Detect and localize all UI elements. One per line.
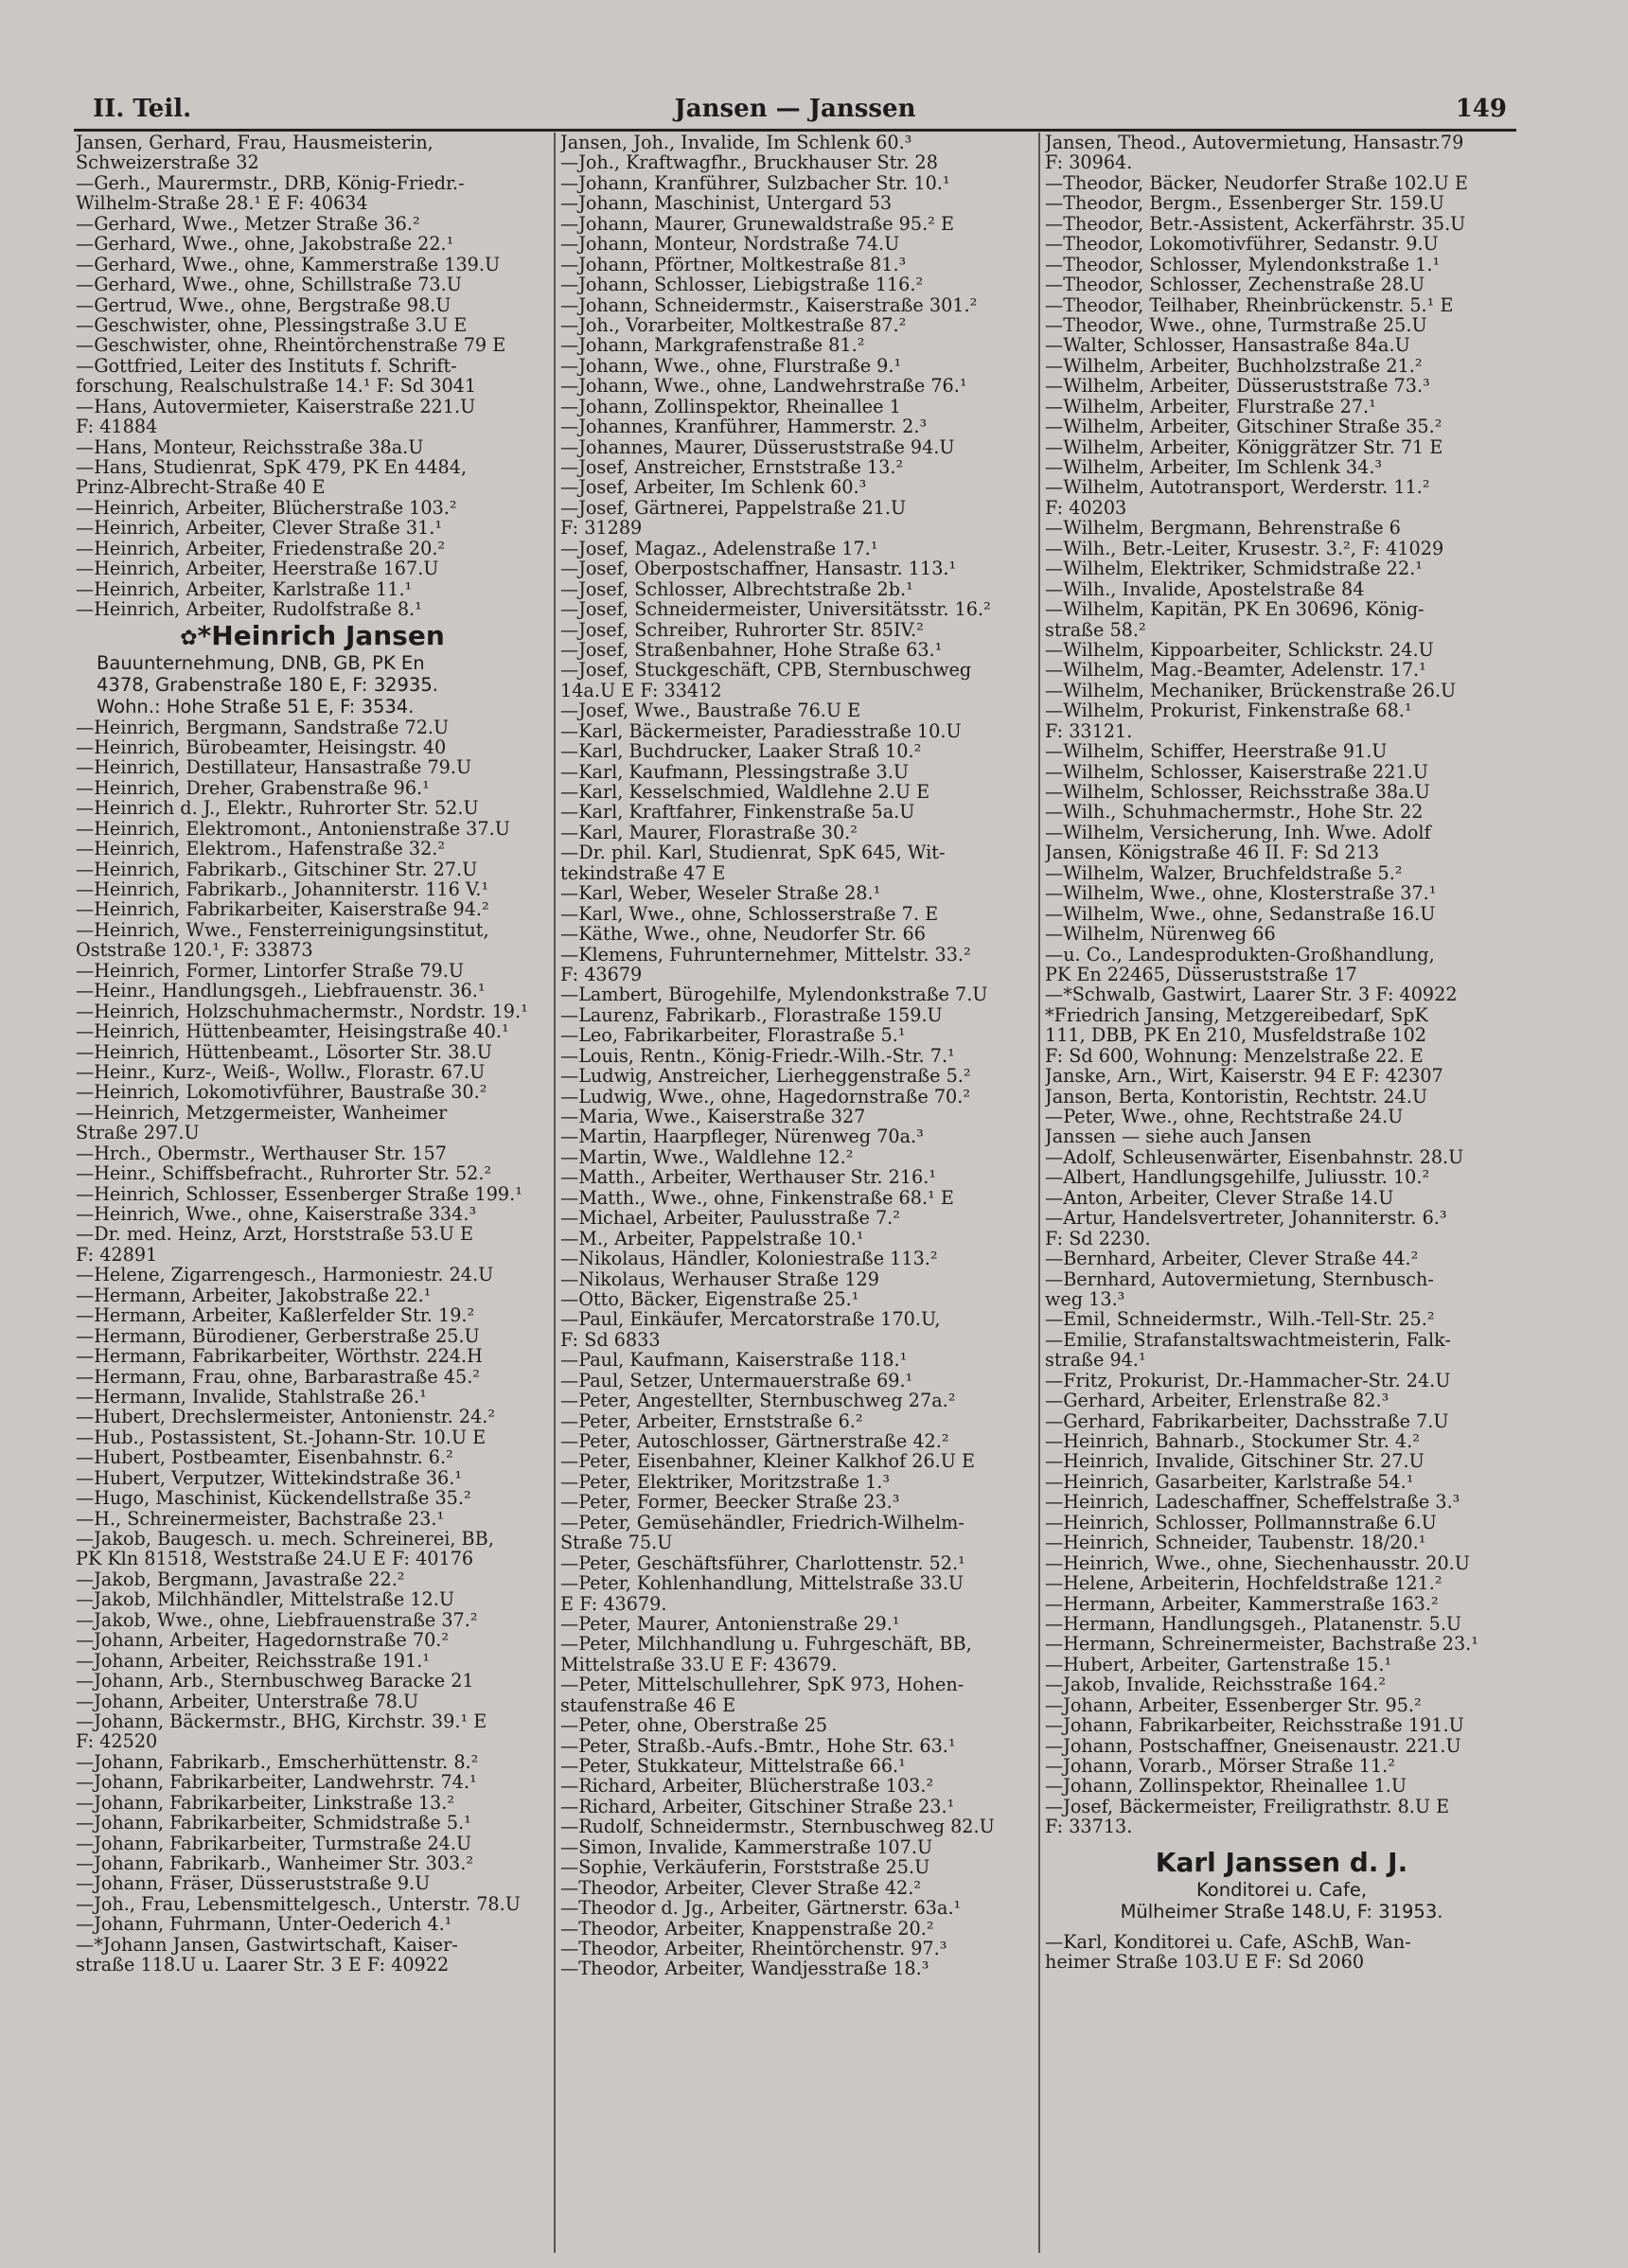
directory-entry: —Heinrich, Bahnarb., Stockumer Str. 4.² [1045,1431,1420,1452]
directory-entry: —Matth., Arbeiter, Werthauser Str. 216.¹ [560,1167,937,1188]
directory-entry: —*Schwalb, Gastwirt, Laarer Str. 3 F: 40922 [1045,984,1458,1005]
directory-entry: F: 40203 [1045,497,1127,519]
directory-entry: —Heinr., Handlungsgeh., Liebfrauenstr. 36.¹ [76,981,486,1001]
ad-title: Karl Janssen d. J. [1155,1846,1408,1878]
directory-entry: —Johann, Wwe., ohne, Landwehrstraße 76.¹ [560,376,967,397]
directory-entry: —Heinrich, Gasarbeiter, Karlstraße 54.¹ [1045,1471,1414,1493]
directory-entry: —Nikolaus, Werhauser Straße 129 [560,1268,879,1289]
directory-entry: —Geschwister, ohne, Rheintörchenstraße 79 E [76,335,506,356]
directory-entry: —Heinrich d. J., Elektr., Ruhrorter Str. 52.U [76,798,479,819]
directory-entry: —Heinr., Kurz-, Weiß-, Wollw., Florastr. 67.U [76,1061,486,1083]
directory-entry: —Peter, Elektriker, Moritzstraße 1.³ [560,1471,891,1493]
ad-title [76,620,549,652]
directory-entry: —Fritz, Prokurist, Dr.-Hammacher-Str. 24.U [1045,1370,1451,1391]
directory-entry: —Karl, Buchdrucker, Laaker Straß 10.² [560,741,922,762]
directory-entry: —Joh., Kraftwagfhr., Bruckhauser Str. 28 [560,152,938,173]
ad-line: Mülheimer Straße 148.U, F: 31953. [1120,1900,1443,1922]
directory-entry: —Ludwig, Wwe., ohne, Hagedornstraße 70.² [560,1086,971,1107]
directory-entry: —Josef, Anstreicher, Ernststraße 13.² [560,457,904,478]
directory-entry: —Johannes, Kranführer, Hammerstr. 2.³ [560,416,928,437]
directory-entry: —Gerhard, Wwe., ohne, Kammerstraße 139.U [76,254,501,275]
directory-entry: straße 94.¹ [1045,1350,1146,1371]
directory-entry: —Johann, Fabrikarb., Wanheimer Str. 303.² [76,1853,474,1874]
listing-block [76,133,549,620]
directory-entry: —Theodor, Betr.-Assistent, Ackerfährstr. 35.U [1045,213,1466,235]
advertisement-karl-janssen [1045,1847,1518,1922]
directory-entry: —Wilhelm, Wwe., ohne, Klosterstraße 37.¹ [1045,883,1437,904]
directory-entry: —Josef, Schlosser, Albrechtstraße 2b.¹ [560,578,913,600]
directory-entry: —Gottfried, Leiter des Instituts f. Schrift- [76,355,457,377]
directory-entry: —Karl, Maurer, Florastraße 30.² [560,822,858,843]
directory-entry: —Peter, Straßb.-Aufs.-Bmtr., Hohe Str. 63.¹ [560,1735,956,1756]
listing-block [1045,1932,1518,1973]
directory-entry: —Wilhelm, Mechaniker, Brückenstraße 26.U [1045,680,1457,701]
directory-entry: —Peter, Mittelschullehrer, SpK 973, Hohen- [560,1674,964,1695]
directory-entry: —Josef, Stuckgeschäft, CPB, Sternbuschweg [560,660,972,681]
directory-entry: —Johann, Vorarb., Mörser Straße 11.² [1045,1756,1395,1777]
column-2 [560,133,1034,2253]
advertisement-heinrich-jansen [76,620,549,718]
directory-entry: F: 42520 [76,1731,158,1752]
directory-entry: —Wilhelm, Arbeiter, Königgrätzer Str. 71 E [1045,436,1443,457]
directory-entry: F: Sd 2230. [1045,1228,1151,1249]
section-label: II. Teil. [93,95,192,123]
directory-entry: —Peter, Milchhandlung u. Fuhrgeschäft, BB, [560,1634,972,1655]
directory-entry: —Josef, Wwe., Baustraße 76.U E [560,700,861,721]
directory-entry: —Josef, Oberpostschaffner, Hansastr. 113.¹ [560,558,957,579]
directory-entry: —Karl, Wwe., ohne, Schlosserstraße 7. E [560,903,939,925]
directory-entry: —Johann, Bäckermstr., BHG, Kirchstr. 39.¹ E [76,1710,487,1732]
directory-entry: F: 33713. [1045,1816,1133,1837]
directory-entry: —Gerhard, Arbeiter, Erlenstraße 82.³ [1045,1391,1389,1411]
directory-entry: —Johann, Markgrafenstraße 81.² [560,335,865,356]
directory-entry: —Johann, Maschinist, Untergard 53 [560,193,893,214]
directory-entry: 111, DBB, PK En 210, Musfeldstraße 102 [1045,1025,1427,1046]
directory-entry: —Hugo, Maschinist, Kückendellstraße 35.² [76,1488,471,1509]
directory-entry: —Richard, Arbeiter, Blücherstraße 103.² [560,1776,934,1797]
listing-block [76,718,549,1976]
directory-entry: —Heinrich, Fabrikarb., Gitschiner Str. 27.U [76,859,478,879]
directory-entry: F: 33121. [1045,720,1133,742]
directory-entry: PK En 22465, Düsseruststraße 17 [1045,964,1357,985]
directory-entry: —Johann, Arb., Sternbuschweg Baracke 21 [76,1671,474,1692]
directory-entry: —Joh., Frau, Lebensmittelgesch., Unterstr. 78.U [76,1893,521,1915]
directory-entry: —Hubert, Arbeiter, Gartenstraße 15.¹ [1045,1654,1392,1675]
directory-entry: —Johann, Fabrikarbeiter, Landwehrstr. 74.¹ [76,1772,477,1793]
directory-entry: —Heinrich, Lokomotivführer, Baustraße 30.² [76,1082,487,1103]
directory-entry: —*Johann Jansen, Gastwirtschaft, Kaiser- [76,1934,458,1956]
directory-entry: —Karl, Weber, Weseler Straße 28.¹ [560,883,881,904]
directory-entry: —Johann, Fabrikarbeiter, Schmidstraße 5.¹ [76,1813,471,1834]
directory-entry: —Johann, Fräser, Düsseruststraße 9.U [76,1873,431,1894]
directory-entry: —Karl, Konditorei u. Cafe, ASchB, Wan- [1045,1931,1411,1953]
directory-entry: —Hub., Postassistent, St.-Johann-Str. 10.U E [76,1426,487,1448]
directory-entry: —Matth., Wwe., ohne, Finkenstraße 68.¹ E [560,1187,954,1209]
directory-entry: *Friedrich Jansing, Metzgereibedarf, SpK [1045,1004,1428,1026]
directory-entry: —Lambert, Bürogehilfe, Mylendonkstraße 7.U [560,984,988,1005]
directory-entry: —Heinrich, Arbeiter, Heerstraße 167.U [76,558,439,579]
running-title: Jansen — Janssen [674,95,916,123]
directory-entry: —Heinrich, Fabrikarb., Johanniterstr. 116 V.¹ [76,879,489,900]
directory-entry: Jansen, Joh., Invalide, Im Schlenk 60.³ [560,133,912,153]
listing-block [1045,133,1518,1837]
directory-entry: —Paul, Kaufmann, Kaiserstraße 118.¹ [560,1350,908,1371]
directory-entry: —Bernhard, Arbeiter, Clever Straße 44.² [1045,1249,1419,1269]
directory-entry: —Peter, Angestellter, Sternbuschweg 27a.² [560,1391,956,1411]
directory-entry: —Otto, Bäcker, Eigenstraße 25.¹ [560,1288,859,1310]
directory-entry: —Peter, Autoschlosser, Gärtnerstraße 42.² [560,1431,949,1452]
directory-entry: —Heinrich, Schneider, Taubenstr. 18/20.¹ [1045,1533,1426,1553]
directory-entry: —Heinrich, Arbeiter, Rudolfstraße 8.¹ [76,599,422,620]
directory-entry: —Hermann, Schreinermeister, Bachstraße 23.¹ [1045,1634,1478,1655]
directory-entry: PK Kln 81518, Weststraße 24.U E F: 40176 [76,1549,474,1569]
directory-entry: Jansen, Gerhard, Frau, Hausmeisterin, [76,133,434,153]
directory-entry: —Jakob, Invalide, Reichsstraße 164.² [1045,1674,1387,1695]
directory-entry: F: 41884 [76,416,158,437]
directory-entry: —Wilhelm, Arbeiter, Flurstraße 27.¹ [1045,396,1376,417]
directory-entry: —Heinrich, Schlosser, Essenberger Straße 199.¹ [76,1183,522,1204]
ad-line: Wohn.: Hohe Straße 51 E, F: 3534. [97,695,415,718]
directory-entry: —Johann, Zollinspektor, Rheinallee 1.U [1045,1776,1407,1797]
directory-entry: Janske, Arn., Wirt, Kaiserstr. 94 E F: 42307 [1045,1066,1443,1087]
directory-entry: —Simon, Invalide, Kammerstraße 107.U [560,1836,933,1858]
directory-entry: —Theodor, Arbeiter, Clever Straße 42.² [560,1877,922,1899]
directory-entry: —Heinrich, Holzschuhmachermstr., Nordstr. 19.¹ [76,1001,528,1022]
directory-entry: —Hermann, Handlungsgeh., Platanenstr. 5.U [1045,1613,1462,1635]
directory-entry: —Bernhard, Autovermietung, Sternbusch- [1045,1268,1434,1289]
directory-entry: —Johannes, Maurer, Düsseruststraße 94.U [560,436,955,457]
directory-entry: Mittelstraße 33.U E F: 43679. [560,1654,838,1675]
directory-entry: —Wilhelm, Autotransport, Werderstr. 11.² [1045,477,1430,498]
directory-entry: E F: 43679. [560,1593,667,1614]
directory-entry: —Hans, Autovermieter, Kaiserstraße 221.U [76,396,476,417]
directory-entry: —Wilhelm, Arbeiter, Gitschiner Straße 35.² [1045,416,1442,437]
directory-entry: F: 31289 [560,518,643,539]
directory-entry: —Hans, Monteur, Reichsstraße 38a.U [76,436,424,457]
directory-entry: —Heinrich, Wwe., ohne, Siechenhausstr. 20.U [1045,1552,1470,1574]
directory-entry: Prinz-Albrecht-Straße 40 E [76,477,326,498]
ad-line: Bauunternehmung, DNB, GB, PK En [97,651,425,674]
directory-entry: Jansen, Königstraße 46 II. F: Sd 213 [1045,842,1380,863]
directory-entry: 14a.U E F: 33412 [560,680,722,701]
directory-entry: —Johann, Wwe., ohne, Flurstraße 9.¹ [560,355,902,377]
directory-entry: —Wilh., Betr.-Leiter, Krusestr. 3.², F: 41029 [1045,538,1444,559]
directory-entry: —Hrch., Obermstr., Werthauser Str. 157 [76,1143,447,1164]
directory-entry: —Wilhelm, Mag.-Beamter, Adelenstr. 17.¹ [1045,660,1426,681]
directory-entry: Straße 297.U [76,1123,200,1143]
directory-entry: F: 30964. [1045,152,1133,173]
directory-entry: —Heinrich, Ladeschaffner, Scheffelstraße 3.³ [1045,1492,1460,1513]
directory-entry: —Johann, Monteur, Nordstraße 74.U [560,234,900,255]
directory-entry: —Johann, Fabrikarbeiter, Reichsstraße 191.U [1045,1715,1464,1736]
directory-entry: —Joh., Vorarbeiter, Moltkestraße 87.² [560,314,907,336]
directory-entry: —Martin, Wwe., Waldlehne 12.² [560,1146,854,1168]
page-header [74,87,1516,132]
directory-entry: —Klemens, Fuhrunternehmer, Mittelstr. 33.² [560,944,971,965]
directory-entry: —Wilh., Invalide, Apostelstraße 84 [1045,578,1365,600]
directory-entry: —Wilhelm, Arbeiter, Buchholzstraße 21.² [1045,355,1423,377]
directory-entry: —Hermann, Arbeiter, Kammerstraße 163.² [1045,1593,1439,1614]
directory-entry: —Emilie, Strafanstaltswachtmeisterin, Falk- [1045,1329,1451,1351]
directory-entry: —Heinrich, Arbeiter, Blücherstraße 103.² [76,497,457,519]
listing-block [560,133,1034,1979]
directory-entry: —Hubert, Verputzer, Wittekindstraße 36.¹ [76,1467,463,1489]
directory-entry: —Hans, Studienrat, SpK 479, PK En 4484, [76,457,468,478]
directory-entry: weg 13.³ [1045,1288,1125,1310]
directory-entry: —Hermann, Bürodiener, Gerberstraße 25.U [76,1325,480,1347]
directory-entry: Jansen, Theod., Autovermietung, Hansastr.79 [1045,133,1464,153]
directory-entry: —Johann, Arbeiter, Hagedornstraße 70.² [76,1630,450,1651]
directory-entry: —Theodor, Arbeiter, Wandjesstraße 18.³ [560,1958,929,1979]
directory-entry: —Heinrich, Elektrom., Hafenstraße 32.² [76,839,446,859]
directory-entry: —Geschwister, ohne, Plessingstraße 3.U E [76,314,468,336]
directory-entry: —Heinrich, Fabrikarbeiter, Kaiserstraße 94.² [76,899,489,920]
directory-entry: —Johann, Schlosser, Liebigstraße 116.² [560,275,924,295]
directory-entry: —Wilhelm, Arbeiter, Im Schlenk 34.³ [1045,457,1383,478]
flower-ornament-icon: ✿ [180,626,198,650]
directory-entry: —Peter, ohne, Oberstraße 25 [560,1715,828,1736]
directory-entry: —Martin, Haarpfleger, Nürenweg 70a.³ [560,1126,924,1147]
directory-entry: —Heinrich, Arbeiter, Clever Straße 31.¹ [76,518,443,539]
directory-entry: —Gerhard, Wwe., ohne, Jakobstraße 22.¹ [76,234,454,255]
directory-entry: —Jakob, Milchhändler, Mittelstraße 12.U [76,1589,455,1610]
ad-line: 4378, Grabenstraße 180 E, F: 32935. [97,673,438,696]
directory-entry: —Johann, Fuhrmann, Unter-Oederich 4.¹ [76,1914,452,1935]
directory-entry: —Emil, Schneidermstr., Wilh.-Tell-Str. 25.² [1045,1309,1435,1330]
directory-entry: —Jakob, Baugesch. u. mech. Schreinerei, BB, [76,1529,494,1550]
directory-entry: —Johann, Schneidermstr., Kaiserstraße 301.² [560,294,978,315]
directory-entry: —Peter, Maurer, Antonienstraße 29.¹ [560,1613,900,1635]
column-divider [1038,133,1040,2253]
directory-entry: —Albert, Handlungsgehilfe, Juliusstr. 10.² [1045,1167,1430,1188]
directory-entry: —Rudolf, Schneidermstr., Sternbuschweg 82.U [560,1816,995,1837]
directory-entry: —Theodor, Arbeiter, Knappenstraße 20.² [560,1918,934,1939]
directory-entry: —M., Arbeiter, Pappelstraße 10.¹ [560,1228,864,1249]
directory-entry: —Johann, Fabrikarbeiter, Linkstraße 13.² [76,1792,455,1814]
directory-entry: —Dr. phil. Karl, Studienrat, SpK 645, Wit- [560,842,946,863]
directory-entry: —Wilhelm, Walzer, Bruchfeldstraße 5.² [1045,862,1403,884]
directory-entry: —Heinrich, Arbeiter, Friedenstraße 20.² [76,538,446,559]
directory-entry: —Louis, Rentn., König-Friedr.-Wilh.-Str. 7.¹ [560,1045,955,1067]
directory-entry: —Peter, Arbeiter, Ernststraße 6.² [560,1410,863,1431]
directory-entry: —Paul, Einkäufer, Mercatorstraße 170.U, [560,1309,941,1330]
directory-entry: —Wilhelm, Wwe., ohne, Sedanstraße 16.U [1045,903,1436,925]
directory-entry: —Heinrich, Hüttenbeamter, Heisingstraße 40.¹ [76,1021,509,1042]
directory-entry: —Theodor, Bäcker, Neudorfer Straße 102.U E [1045,172,1468,194]
directory-entry: F: Sd 6833 [560,1329,661,1351]
directory-entry: Wilhelm-Straße 28.¹ E F: 40634 [76,193,368,214]
directory-entry: —Peter, Eisenbahner, Kleiner Kalkhof 26.U E [560,1451,976,1472]
directory-entry: —Ludwig, Anstreicher, Lierheggenstraße 5.² [560,1066,971,1087]
directory-entry: —Theodor, Schlosser, Zechenstraße 28.U [1045,275,1425,295]
directory-entry: —Jakob, Wwe., ohne, Liebfrauenstraße 37.² [76,1609,478,1631]
directory-entry: —Josef, Arbeiter, Im Schlenk 60.³ [560,477,867,498]
directory-entry: —Paul, Setzer, Untermauerstraße 69.¹ [560,1370,913,1391]
directory-entry: —Michael, Arbeiter, Paulusstraße 7.² [560,1208,900,1229]
directory-entry: —Josef, Schreiber, Ruhrorter Str. 85IV.² [560,619,924,640]
page-number: 149 [1455,95,1507,123]
directory-entry: —Wilhelm, Kapitän, PK En 30696, König- [1045,599,1424,620]
directory-entry: —Theodor d. Jg., Arbeiter, Gärtnerstr. 63a.¹ [560,1898,962,1919]
directory-entry: —Theodor, Arbeiter, Rheintörchenstr. 97.³ [560,1938,947,1959]
directory-entry: —Josef, Bäckermeister, Freiligrathstr. 8.U E [1045,1796,1450,1817]
directory-entry: —Heinrich, Metzgermeister, Wanheimer [76,1102,448,1124]
directory-entry: —Josef, Gärtnerei, Pappelstraße 21.U [560,497,907,519]
directory-entry: —Johann, Arbeiter, Essenberger Str. 95.² [1045,1694,1422,1716]
directory-entry: straße 118.U u. Laarer Str. 3 E F: 40922 [76,1955,450,1976]
directory-entry: straße 58.² [1045,619,1146,640]
directory-entry: —Gerhard, Wwe., Metzer Straße 36.² [76,213,420,235]
directory-entry: —Heinrich, Schlosser, Pollmannstraße 6.U [1045,1512,1437,1533]
directory-entry: —Gerhard, Wwe., ohne, Schillstraße 73.U [76,275,462,295]
directory-entry: —Johann, Postschaffner, Gneisenaustr. 221.U [1045,1735,1461,1756]
directory-entry: —Karl, Kaufmann, Plessingstraße 3.U [560,761,910,782]
directory-entry: —Artur, Handelsvertreter, Johanniterstr. 6.³ [1045,1208,1447,1229]
directory-entry: —Johann, Arbeiter, Reichsstraße 191.¹ [76,1650,431,1672]
directory-entry: —u. Co., Landesprodukten-Großhandlung, [1045,944,1435,965]
directory-entry: —Gertrud, Wwe., ohne, Bergstraße 98.U [76,294,451,315]
directory-entry: —Laurenz, Fabrikarb., Florastraße 159.U [560,1004,943,1026]
directory-entry: —Theodor, Bergm., Essenberger Str. 159.U [1045,193,1444,214]
directory-entry: —Wilh., Schuhmachermstr., Hohe Str. 22 [1045,802,1424,823]
directory-entry: Straße 75.U [560,1533,673,1553]
directory-entry: —Peter, Geschäftsführer, Charlottenstr. 52.¹ [560,1552,965,1574]
directory-entry: —Karl, Kesselschmied, Waldlehne 2.U E [560,782,930,803]
column-1 [76,133,549,2253]
directory-entry: —Theodor, Schlosser, Mylendonkstraße 1.¹ [1045,254,1441,275]
directory-entry: —Heinrich, Destillateur, Hansastraße 79.U [76,757,472,778]
directory-entry: —Heinr., Schiffsbefracht., Ruhrorter Str. 52.² [76,1163,492,1184]
directory-entry: —Gerh., Maurermstr., DRB, König-Friedr.- [76,172,465,194]
ad-title-text: *Heinrich Jansen [197,619,445,651]
directory-entry: —Heinrich, Arbeiter, Karlstraße 11.¹ [76,578,413,600]
directory-entry: —Wilhelm, Schlosser, Kaiserstraße 221.U [1045,761,1428,782]
directory-entry: —Johann, Arbeiter, Unterstraße 78.U [76,1691,419,1711]
directory-entry: Janssen — siehe auch Jansen [1045,1126,1312,1147]
directory-entry: —Gerhard, Fabrikarbeiter, Dachsstraße 7.U [1045,1410,1449,1431]
ad-line: Konditorei u. Cafe, [1195,1878,1368,1901]
directory-entry: tekindstraße 47 E [560,862,726,884]
directory-entry: —Jakob, Bergmann, Javastraße 22.² [76,1568,405,1590]
directory-entry: —Hermann, Arbeiter, Jakobstraße 22.¹ [76,1285,432,1306]
directory-entry: —Wilhelm, Bergmann, Behrenstraße 6 [1045,518,1401,539]
directory-entry: —Peter, Former, Beecker Straße 23.³ [560,1492,900,1513]
directory-entry: F: 43679 [560,964,643,985]
directory-entry: —Anton, Arbeiter, Clever Straße 14.U [1045,1187,1394,1209]
directory-entry: —Theodor, Teilhaber, Rheinbrückenstr. 5.¹ E [1045,294,1454,315]
directory-entry: F: Sd 600, Wohnung: Menzelstraße 22. E [1045,1045,1424,1067]
column-3 [1045,133,1518,2253]
directory-entry: —Wilhelm, Versicherung, Inh. Wwe. Adolf [1045,822,1431,843]
directory-entry: staufenstraße 46 E [560,1694,736,1716]
directory-entry: Schweizerstraße 32 [76,152,259,173]
directory-entry: —Johann, Fabrikarbeiter, Turmstraße 24.U [76,1833,472,1853]
directory-entry: —Wilhelm, Arbeiter, Düsseruststraße 73.³ [1045,376,1430,397]
directory-entry: —Richard, Arbeiter, Gitschiner Straße 23.¹ [560,1796,955,1817]
directory-entry: F: 42891 [76,1244,158,1266]
directory-entry: —Hubert, Drechslermeister, Antonienstr. 24.² [76,1407,496,1427]
directory-entry: —H., Schreinermeister, Bachstraße 23.¹ [76,1508,445,1529]
directory-entry: —Dr. med. Heinz, Arzt, Horststraße 53.U E [76,1224,474,1245]
directory-entry: —Wilhelm, Kippoarbeiter, Schlickstr. 24.U [1045,639,1434,661]
directory-entry: —Peter, Gemüsehändler, Friedrich-Wilhelm- [560,1512,964,1533]
directory-entry: —Josef, Schneidermeister, Universitätsstr. 16.² [560,599,991,620]
directory-entry: —Helene, Arbeiterin, Hochfeldstraße 121.² [1045,1573,1442,1594]
directory-entry: —Wilhelm, Prokurist, Finkenstraße 68.¹ [1045,700,1412,721]
directory-entry: —Maria, Wwe., Kaiserstraße 327 [560,1107,866,1127]
directory-entry: —Heinrich, Wwe., Fensterreinigungsinstitut, [76,919,489,941]
directory-entry: —Adolf, Schleusenwärter, Eisenbahnstr. 28.U [1045,1146,1464,1168]
directory-entry: —Johann, Zollinspektor, Rheinallee 1 [560,396,901,417]
directory-entry: —Johann, Fabrikarb., Emscherhüttenstr. 8.² [76,1751,479,1773]
directory-entry: —Peter, Wwe., ohne, Rechtstraße 24.U [1045,1107,1404,1127]
directory-entry: —Wilhelm, Schlosser, Reichsstraße 38a.U [1045,782,1430,803]
directory-entry: —Wilhelm, Schiffer, Heerstraße 91.U [1045,741,1388,762]
directory-entry: —Wilhelm, Elektriker, Schmidstraße 22.¹ [1045,558,1423,579]
directory-entry: —Hermann, Invalide, Stahlstraße 26.¹ [76,1386,427,1408]
directory-entry: —Johann, Kranführer, Sulzbacher Str. 10.¹ [560,172,950,194]
directory-entry: —Sophie, Verkäuferin, Forststraße 25.U [560,1857,930,1878]
column-divider [554,133,556,2253]
directory-entry: —Heinrich, Invalide, Gitschiner Str. 27.U [1045,1451,1424,1472]
directory-entry: —Theodor, Lokomotivführer, Sedanstr. 9.U [1045,234,1439,255]
directory-entry: —Hermann, Arbeiter, Kaßlerfelder Str. 19.² [76,1305,475,1326]
directory-entry: forschung, Realschulstraße 14.¹ F: Sd 3041 [76,376,477,397]
directory-entry: —Walter, Schlosser, Hansastraße 84a.U [1045,335,1410,356]
directory-entry: Oststraße 120.¹, F: 33873 [76,940,313,961]
directory-entry: —Heinrich, Bürobeamter, Heisingstr. 40 [76,736,447,758]
directory-entry: —Hubert, Postbeamter, Eisenbahnstr. 6.² [76,1447,453,1468]
directory-entry: —Heinrich, Elektromont., Antonienstraße 37.U [76,818,510,840]
directory-entry: —Theodor, Wwe., ohne, Turmstraße 25.U [1045,314,1427,336]
directory-entry: —Hermann, Fabrikarbeiter, Wörthstr. 224.H [76,1346,483,1367]
directory-entry: —Josef, Straßenbahner, Hohe Straße 63.¹ [560,639,943,661]
directory-entry: heimer Straße 103.U E F: Sd 2060 [1045,1952,1365,1973]
directory-entry: —Heinrich, Bergmann, Sandstraße 72.U [76,717,450,737]
directory-entry: —Nikolaus, Händler, Koloniestraße 113.² [560,1249,938,1269]
directory-entry: —Heinrich, Dreher, Grabenstraße 96.¹ [76,777,430,799]
directory-entry: —Johann, Maurer, Grunewaldstraße 95.² E [560,213,954,235]
directory-entry: —Peter, Kohlenhandlung, Mittelstraße 33.U [560,1573,964,1594]
directory-entry: —Helene, Zigarrengesch., Harmoniestr. 24.U [76,1265,494,1285]
directory-entry: —Käthe, Wwe., ohne, Neudorfer Str. 66 [560,924,926,945]
directory-entry: —Karl, Kraftfahrer, Finkenstraße 5a.U [560,802,915,823]
directory-entry: —Josef, Magaz., Adelenstraße 17.¹ [560,538,878,559]
directory-entry: —Heinrich, Wwe., ohne, Kaiserstraße 334.³ [76,1204,477,1225]
directory-entry: —Leo, Fabrikarbeiter, Florastraße 5.¹ [560,1025,906,1046]
directory-entry: —Hermann, Frau, ohne, Barbarastraße 45.² [76,1366,480,1387]
directory-entry: —Peter, Stukkateur, Mittelstraße 66.¹ [560,1756,906,1777]
directory-entry: —Heinrich, Hüttenbeamt., Lösorter Str. 38.U [76,1041,492,1062]
directory-entry: —Heinrich, Former, Lintorfer Straße 79.U [76,960,464,982]
directory-entry: Janson, Berta, Kontoristin, Rechtstr. 24.U [1045,1086,1428,1107]
directory-entry: —Wilhelm, Nürenweg 66 [1045,924,1276,945]
directory-entry: —Karl, Bäckermeister, Paradiesstraße 10.U [560,720,962,742]
directory-entry: —Johann, Pförtner, Moltkestraße 81.³ [560,254,907,275]
